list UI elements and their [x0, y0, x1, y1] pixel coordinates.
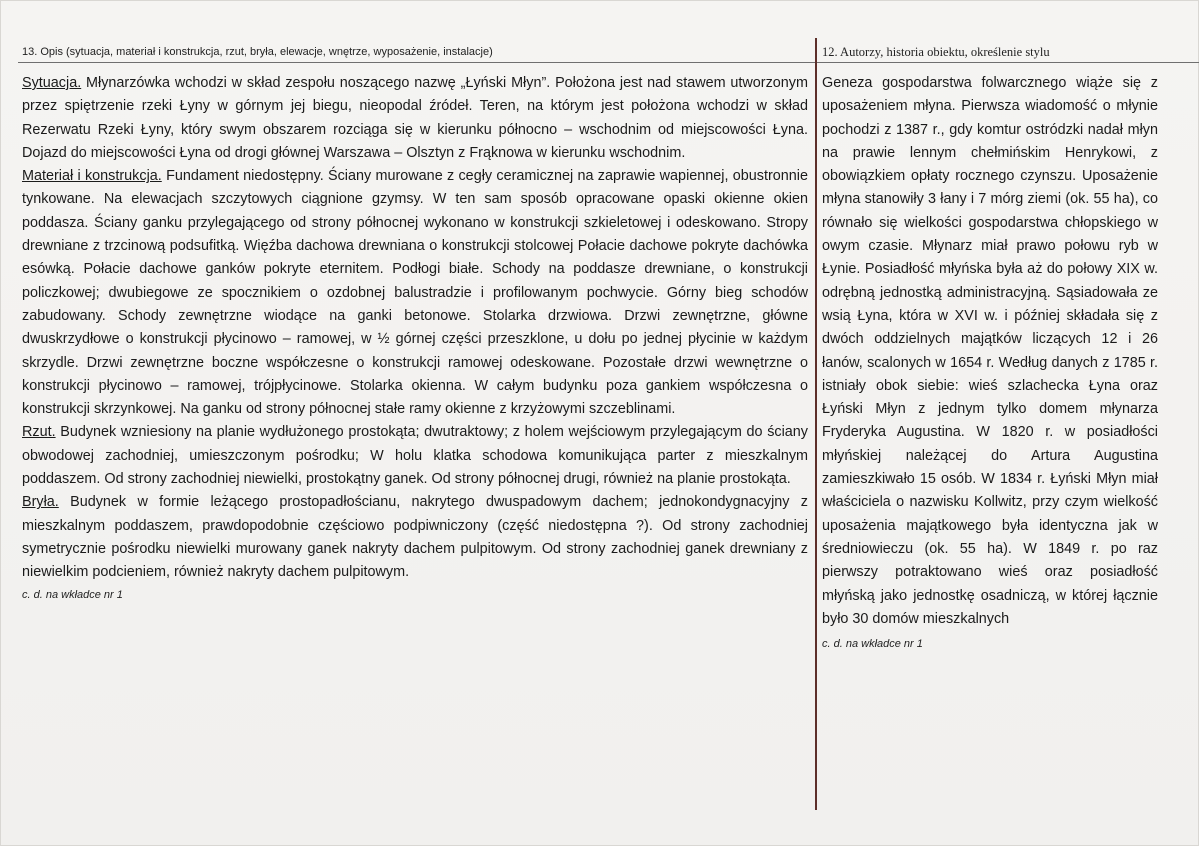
column-divider — [815, 38, 817, 810]
history-column — [822, 72, 1158, 651]
heading-form: Bryła. — [22, 494, 59, 511]
section-12-header: 12. Autorzy, historia obiektu, określenie stylu — [822, 45, 1050, 59]
text-material: Fundament niedostępny. Ściany murowane z cegły ceramicznej na zaprawie wapiennej, obustronnie tynkowane. Na elewacjach szczytowych ciągnione gzymsy. W ten sam sposób opracowane opaski okienne okien poddasza. Ściany ganku przylegającego od strony północnej wykonano w konstrukcji szkieletowej i odeskowano. Stropy drewniane z trzcinową podsufitką. Więźba dachowa drewniana o konstrukcji stolcowej Połacie dachowe pokryte dachówka esówką. Połacie dachowe ganków pokryte eternitem. Podłogi białe. Schody na poddasze drewniane, o konstrukcji policzkowej; dwubiegowe ze spocznikiem o ozdobnej balustradzie i profilowanym pochwycie. Górny bieg schodów zabudowany. Schody zewnętrzne wiodące na ganki betonowe. Stolarka drzwiowa. Drzwi zewnętrzne, główne dwuskrzydłowe o konstrukcji płycinowo – ramowej, w ½ górnej części przeszklone, u dołu po jednej płycinie w każdym skrzydle. Drzwi zewnętrzne boczne współczesne o konstrukcji ramowej odeskowane. Pozostałe drzwi wewnętrzne o konstrukcji płycinowo – ramowej, trójpłycinowe. Stolarka okienna. W całym budynku poza gankiem współczesna o konstrukcji skrzynkowej. Na ganku od strony północnej stałe ramy okienne z krzyżowymi szczeblinami. — [22, 168, 808, 418]
paragraph-form — [22, 491, 808, 584]
text-plan: Budynek wzniesiony na planie wydłużonego prostokąta; dwutraktowy; z holem wejściowym przylegającym do ściany obwodowej zachodniej, umieszczonym pośrodku; W holu klatka schodowa komunikująca parter z mieszkalnym poddaszem. Od strony zachodniej niewielki, prostokątny ganek. Od strony północnej drugi, również na planie prostokąta. — [22, 424, 808, 488]
history-text: Geneza gospodarstwa folwarcznego wiąże się z uposażeniem młyna. Pierwsza wiadomość o młynie pochodzi z 1387 r., gdy komtur ostródzki nadał młyn na prawie lennym chełmińskim Henrykowi, z obowiązkiem opłaty rocznego czynszu. Uposażenie młyna stanowiły 3 łany i 7 mórg ziemi (ok. 55 ha), co równało się wielkości gospodarstwa chłopskiego w owym czasie. Młynarz miał prawo połowu ryb w Łynie. Posiadłość młyńska była aż do połowy XIX w. odrębną jednostką administracyjną. Sąsiadowała ze wsią Łyna, która w XVI w. i później składała się z dwóch oddzielnych majątków liczących 12 i 26 łanów, scalonych w 1654 r. Według danych z 1785 r. istniały obok siebie: wieś szlachecka Łyna oraz Łyński Młyn z jednym tylko domem młynarza Fryderyka Augustina. W 1820 r. w posiadłości młyńskiej należącej do Artura Augustina zamieszkiwało 15 osób. W 1834 r. Łyński Młyn miał właściciela o nazwisku Kollwitz, przy czym wielkość uposażenia majątkowego była identyczna jak w średniowieczu (ok. 55 ha). W 1849 r. po raz pierwszy potraktowano wieś oraz posiadłość młyńską jako jednostkę osadniczą, w której łącznie było 30 domów mieszkalnych — [822, 75, 1158, 627]
text-form: Budynek w formie leżącego prostopadłościanu, nakrytego dwuspadowym dachem; jednokondygnacyjny z mieszkalnym poddaszem, prawdopodobnie częściowo podpiwniczony (część niedostępna ?). Od strony zachodniej symetrycznie pośrodku niewielki murowany ganek nakryty dachem pulpitowym. Od strony zachodniej ganek drewniany z niewielkim podcieniem, również nakryty dachem pulpitowym. — [22, 494, 808, 581]
text-situation: Młynarzówka wchodzi w skład zespołu noszącego nazwę „Łyński Młyn”. Położona jest nad stawem utworzonym przez spiętrzenie rzeki Łyny w górnym jej biegu, nieopodal źródeł. Teren, na którym jest położona wchodzi w skład Rezerwatu Rzeki Łyny, który swym obszarem rozciąga się w kierunku północno – wschodnim od miejscowości Łyna. Dojazd do miejscowości Łyna od drogi głównej Warszawa – Olsztyn z Frąknowa w kierunku wschodnim. — [22, 75, 808, 161]
continued-note-left: c. d. na wkładce nr 1 — [22, 588, 123, 601]
heading-plan: Rzut. — [22, 424, 56, 441]
continued-note-right: c. d. na wkładce nr 1 — [822, 638, 923, 651]
heading-material: Materiał i konstrukcja. — [22, 168, 162, 185]
heading-situation: Sytuacja. — [22, 75, 82, 91]
paragraph-plan — [22, 421, 808, 491]
paragraph-material — [22, 165, 808, 421]
paragraph-situation — [22, 72, 808, 165]
description-column — [22, 72, 808, 602]
section-13-header: 13. Opis (sytuacja, materiał i konstrukcja, rzut, bryła, elewacje, wnętrze, wyposażenie, instalacje) — [22, 46, 493, 58]
header-divider — [18, 62, 1199, 63]
